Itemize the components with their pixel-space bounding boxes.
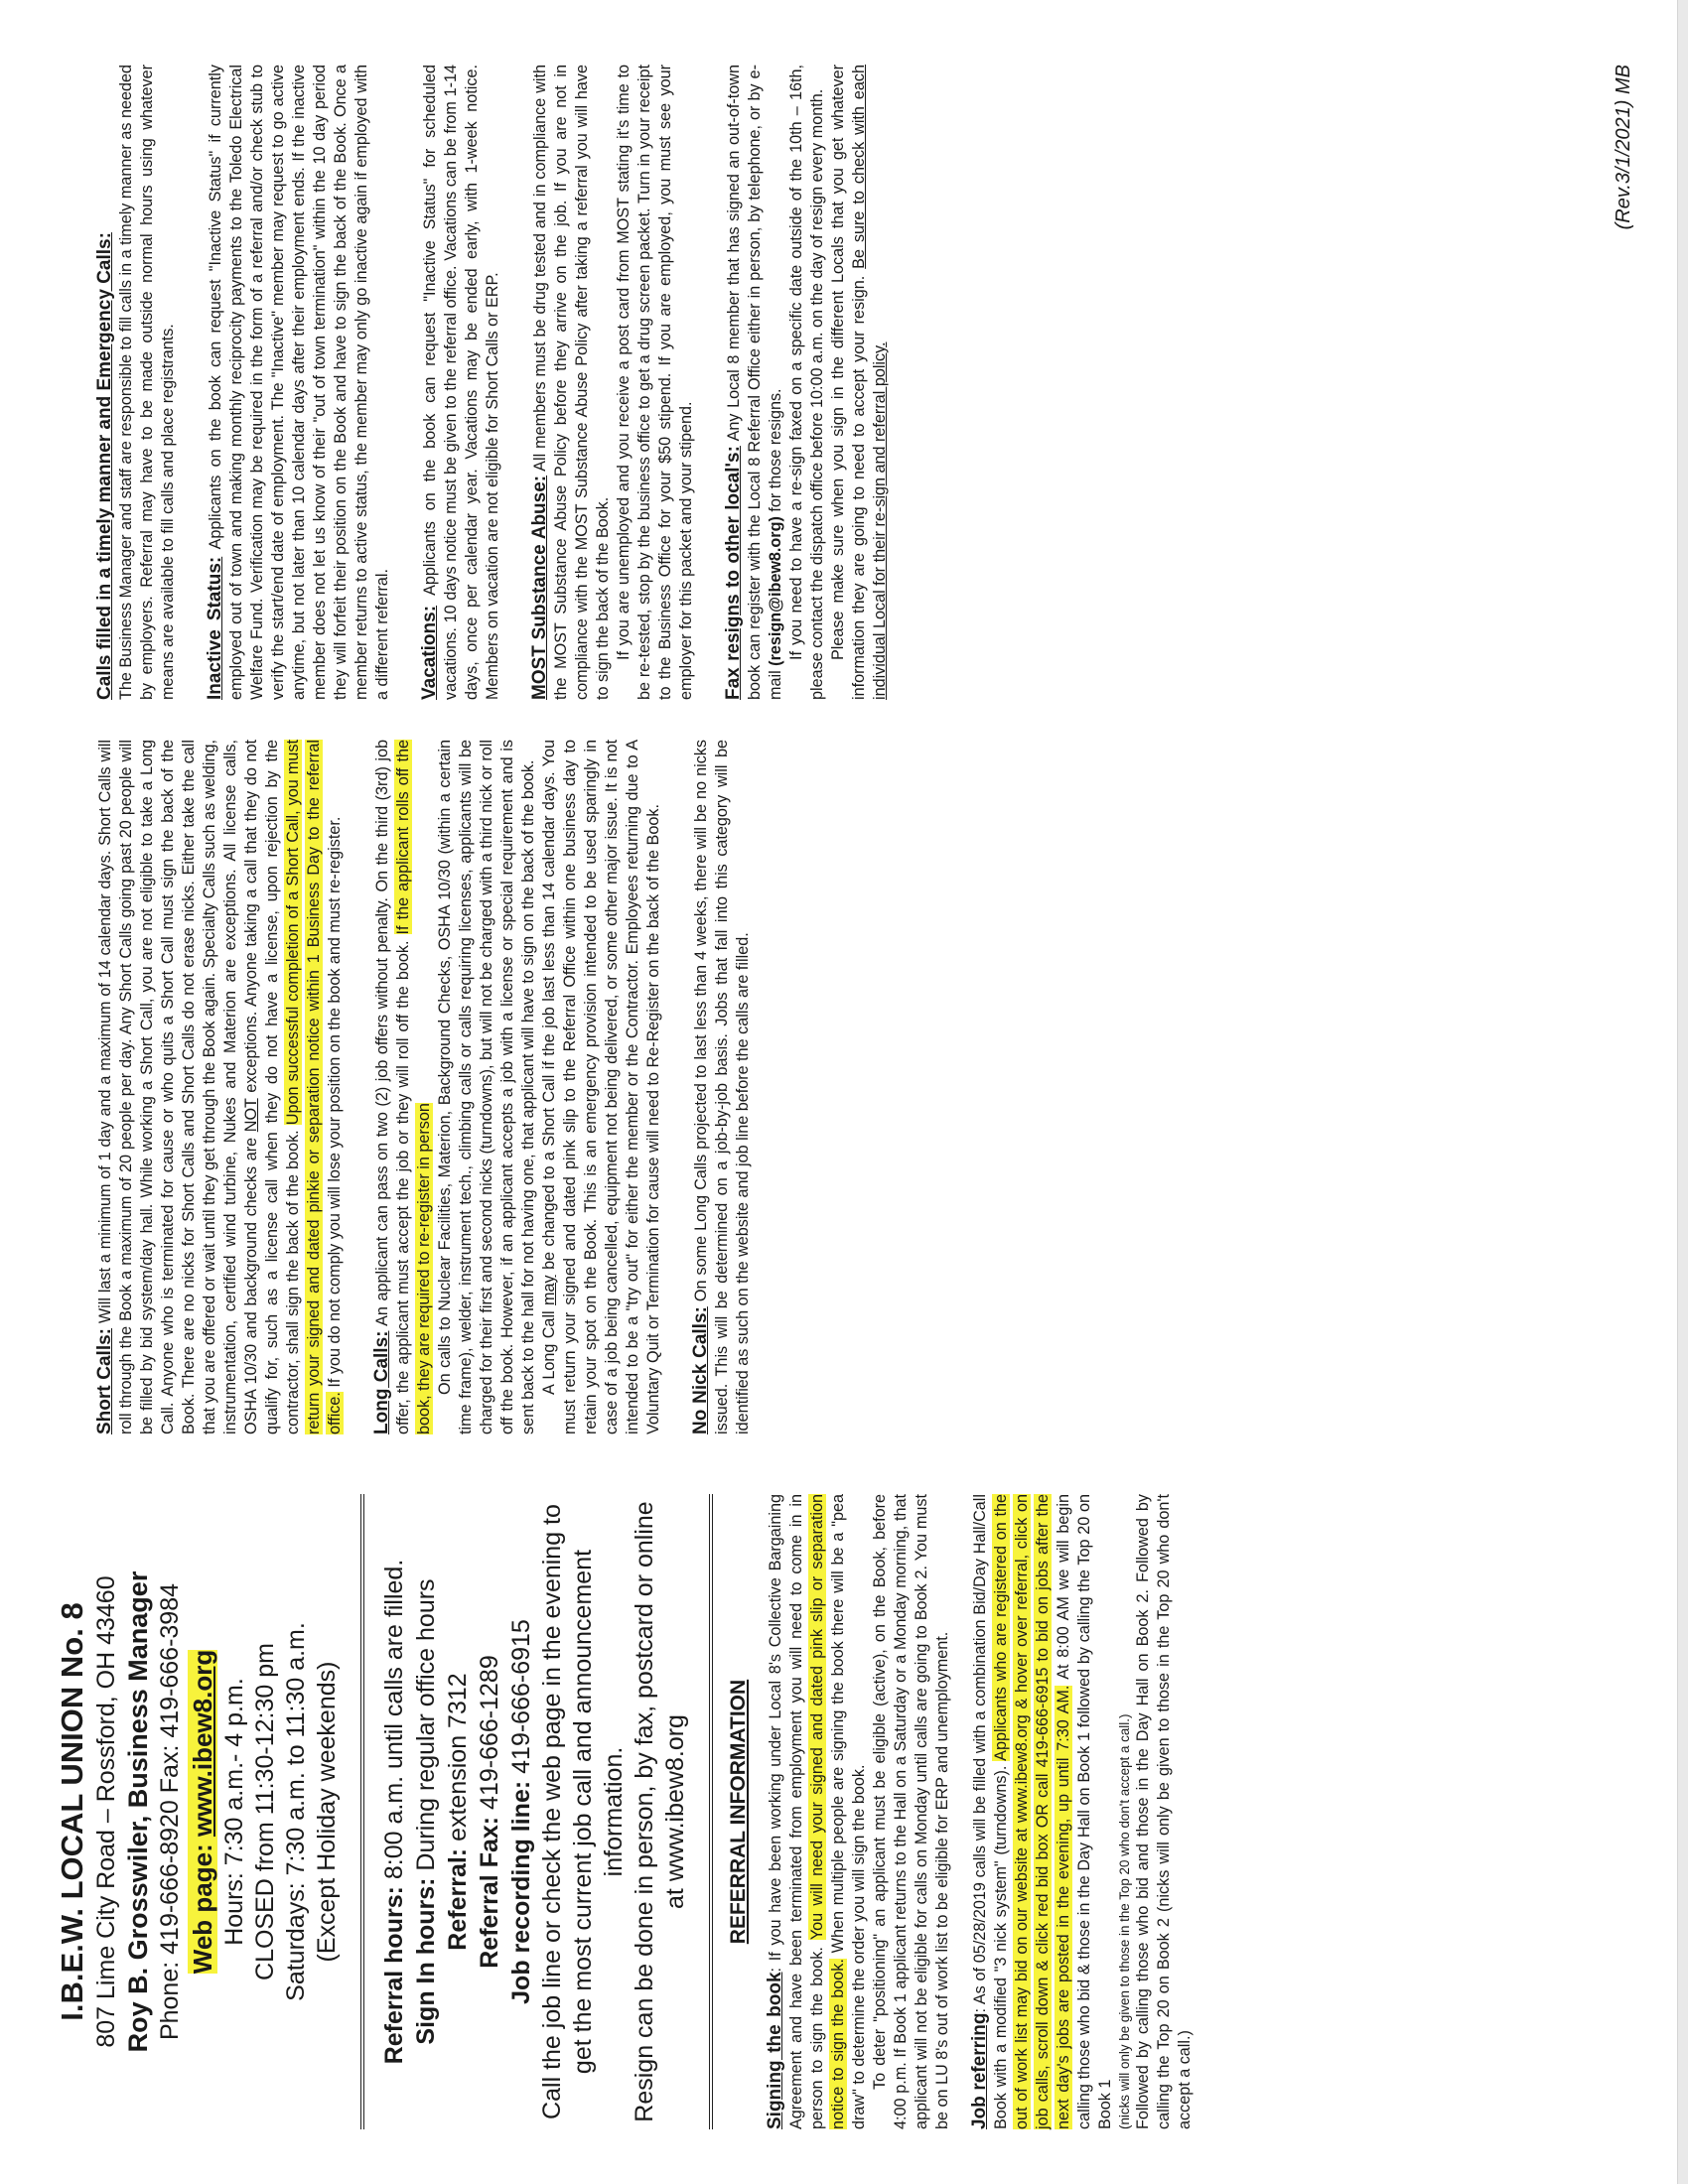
web-link[interactable]: www.ibew8.org	[188, 1649, 217, 1838]
positioning-rule: To deter "positioning" an applicant must be eligible (active), on the Book, before 4:00 p.m. If Book 1 applicant returns to the Hall on a Saturday or a Monday morning, that applicant will not be eligible for calls on Monday until calls are going to Book 2. You must be on LU 8's out of work list to be eligible for ERP and unemployment.	[871, 1494, 951, 2129]
web-label: Web page:	[188, 1837, 217, 1975]
resign-other-locals: Please make sure when you sign in the different Locals that you get whatever information they are going to need to accept your resign. Be sure to check with each individual Local for their re-sign and referral policy.	[829, 65, 889, 700]
signin-hours: Sign In hours: During regular office hours	[412, 1578, 440, 2045]
referral-hours: Referral hours: 8:00 a.m. until calls are filled.	[380, 1559, 408, 2065]
union-address: 807 Lime City Road – Rossford, OH 43460	[92, 1575, 120, 2048]
divider	[709, 1494, 713, 2129]
scan-edge	[1677, 0, 1688, 2184]
job-line-note: Call the job line or check the web page in the evening to get the most current job call and announcement information.	[538, 1504, 628, 2119]
inactive-status: Inactive Status: Applicants on the book can request "Inactive Status" if currently employed out of town and making monthly reciprocity payments to the Toledo Electrical Welfare Fund. Verification may be required in the form of a referral and/or check stub to verify the start/end date of employment. The "Inactive" member may request to go active anytime, but not later than 10 calendar days after their employment ends. If the inactive member does not let us know of their "out of town termination" within the 10 day period they will forfeit their position on the Book and have to sign the back of the Book. Once a member returns to active status, the member may only go inactive again if employed with a different referral.	[205, 65, 391, 700]
most-substance-abuse: MOST Substance Abuse: All members must be drug tested and in compliance with the MOST Substance Abuse Policy before they arrive on the job. If you are not in compliance with the MOST Substance Abuse Policy after taking a referral you will have to sign the back of the Book.	[529, 65, 612, 700]
referral-fax: Referral Fax: 419-666-1289	[476, 1655, 503, 1969]
calls-filled: Calls filled in a timely manner and Emergency Calls: The Business Manager and staff are responsible to fill calls in a timely manner as needed by employers. Referral may have to be made outside normal hours using whatever means are available to fill calls and place registrants.	[94, 65, 177, 700]
business-manager: Roy B. Grosswiler, Business Manager	[123, 1570, 153, 2053]
no-nick-calls: No Nick Calls: On some Long Calls projected to last less than 4 weeks, there will be no nicks issued. This will be determined on a job-by-job basis. Jobs that fall into this category will be identified as such on the website and job line before the calls are filled.	[690, 740, 752, 1434]
union-title: I.B.E.W. LOCAL UNION No. 8	[55, 1602, 89, 2021]
divider	[360, 1494, 364, 2129]
revision-note: (Rev.3/1/2021) MB	[1613, 65, 1634, 230]
long-to-short: A Long Call may be changed to a Short Call if the job last less than 14 calendar days. You must return your signed and dated pink slip to the Referral Office within one business day to retain your spot on the Book. This is an emergency provision intended to be used sparingly in case of a job being cancelled, equipment not being delivered, or some other major issue. It is not intended to be a "try out" for either the member or the Contractor. Employees returning due to A Voluntary Quit or Termination for cause will need to Re-Register on the back of the Book.	[540, 740, 662, 1434]
column-right	[55, 65, 1643, 700]
holiday-note: (Except Holiday weekends)	[313, 1661, 341, 1963]
resign-date-note: If you need to have a re-sign faxed on a specific date outside of the 10th – 16th, please contact the dispatch office before 10:00 a.m. on the day of resign every month.	[787, 65, 826, 700]
office-hours: Hours: 7:30 a.m.- 4 p.m.	[220, 1678, 248, 1946]
job-referring-book2: Followed by calling those who bid and those in the Day Hall on Book 2. Followed by calling the Top 20 on Book 2 (nicks will only be given to those in the Top 20 who don't accept a call.)	[1134, 1493, 1194, 2129]
job-referring: Job referring: As of 05/28/2019 calls will be filled with a combination Bid/Day Hall/Call Book with a modified "3 nick system" (turndowns). Applicants who are registered on the out of work list may bid on our website at www.ibew8.org & hover over referral, click on job calls, scroll down & click red bid box OR call 419-666-6915 to bid on jobs after the next day's jobs are posted in the evening, up until 7:30 AM. At 8:00 AM we will begin calling those who bid & those in the Day Hall on Book 1 followed by calling the Top 20 on Book 1	[969, 1494, 1114, 2129]
resign-note: Resign can be done in person, by fax, postcard or online at www.ibew8.org	[631, 1501, 689, 2122]
nick-note-1: (nicks will only be given to those in the Top 20 who don't accept a call.)	[1117, 1713, 1132, 2129]
vacations: Vacations: Applicants on the book can request "Inactive Status" for scheduled vacations. 10 days notice must be given to the referral office. Vacations can be from 1-14 days, once per calendar year. Vacations may be ended early, with 1-week notice. Members on vacation are not eligible for Short Calls or ERP.	[419, 65, 501, 700]
rotated-page	[55, 45, 1643, 2129]
signing-the-book: Signing the book: If you have been working under Local 8's Collective Bargaining Agreement and have been terminated from employment you will need to come in in person to sign the book. You will need your signed and dated pink slip or separation notice to sign the book. When multiple people are signing the book there will be a "pea draw" to determine the order you will sign the book.	[765, 1494, 868, 2129]
column-left	[55, 1494, 1643, 2129]
short-calls: Short Calls: Will last a minimum of 1 day and a maximum of 14 calendar days. Short Calls will roll through the Book a maximum of 20 people per day. Any Short Calls going past 20 people will be filled by bid system/day hall. While working a Short Call, you are not eligible to take a Long Call. Anyone who is terminated for cause or who quits a Short Call must sign the back of the Book. There are no nicks for Short Calls and Short Calls do not erase nicks. Either take the call that you are offered or wait until they get through the Book again. Specialty Calls such as welding, instrumentation, certified wind turbine, Nukes and Materion are exceptions. All license calls, OSHA 10/30 and background checks are NOT exceptions. Anyone taking a call that they do not qualify for, such as a license call when they do not have a license, upon rejection by the contractor, shall sign the back of the book. Upon successful completion of a Short Call, you must return your signed and dated pinkie or separation notice within 1 Business Day to the referral office. If you do not comply you will lose your position on the book and must re-register.	[94, 739, 344, 1434]
fax-resigns: Fax resigns to other local's: Any Local 8 member that has signed an out-of-town book can register with the Local 8 Referral Office either in person, by telephone, or by e-mail (resign@ibew8.org) for those resigns.	[723, 65, 784, 700]
closed-hours: CLOSED from 11:30-12:30 pm	[251, 1643, 279, 1980]
most-retest: If you are unemployed and you receive a post card from MOST stating it's time to be re-tested, stop by the business office to get a drug screen packet. Turn in your receipt to the Business Office for your $50 stipend. If you are employed, you must see your employer for this packet and your stipend.	[615, 65, 695, 700]
phone-fax: Phone: 419-666-8920 Fax: 419-666-3984	[156, 1582, 184, 2041]
long-calls-special: On calls to Nuclear Facilities, Materion, Background Checks, OSHA 10/30 (within a certain time frame), welder, instrument tech., climbing calls or calls requiring licenses, applicants will be charged for their first and second nicks (turndowns), but will not be charged with a third nick or roll off the book. However, if an applicant accepts a job with a license or special requirement and is sent back to the hall for not having one, that applicant will have to sign on the back of the book.	[436, 740, 537, 1434]
web-page	[186, 1494, 219, 2129]
job-recording-line: Job recording line: 419-666-6915	[507, 1619, 535, 2004]
letterhead	[55, 1494, 343, 2129]
long-calls: Long Calls: An applicant can pass on two (2) job offers without penalty. On the third (3rd) job offer, the applicant must accept the job or they will roll off the book. If the applicant rolls off the book, they are required to re-register in person	[371, 740, 433, 1434]
referral-information-heading: REFERRAL INFORMATION	[727, 1679, 750, 1945]
column-middle	[55, 740, 1643, 1434]
referral-extension: Referral: extension 7312	[444, 1673, 472, 1951]
saturday-hours: Saturdays: 7:30 a.m. to 11:30 a.m.	[282, 1622, 310, 2001]
